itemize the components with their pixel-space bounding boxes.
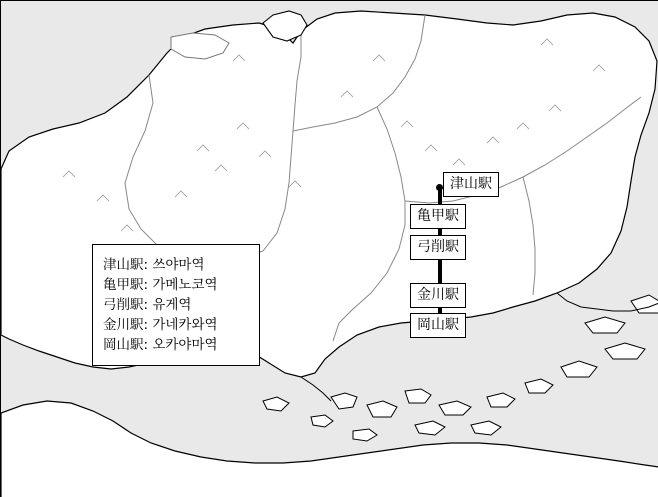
station-label-kamenoko: 亀甲駅 [410,204,466,229]
legend-entry-okayama: 岡山駅: 오카야마역 [103,337,218,353]
legend-box [92,244,260,366]
rail-node-tsuyama [436,184,443,191]
legend-entry-kanagawa: 金川駅: 가네카와역 [103,317,218,333]
legend-entry-tsuyama: 津山駅: 쓰야마역 [103,257,205,273]
legend-entry-yuge: 弓削駅: 유게역 [103,297,192,313]
legend-entry-kamenoko: 亀甲駅: 가메노코역 [103,277,218,293]
station-label-yuge: 弓削駅 [410,235,466,260]
station-label-kanagawa: 金川駅 [410,283,466,308]
station-label-okayama: 岡山駅 [410,313,466,338]
station-label-tsuyama: 津山駅 [443,172,499,197]
